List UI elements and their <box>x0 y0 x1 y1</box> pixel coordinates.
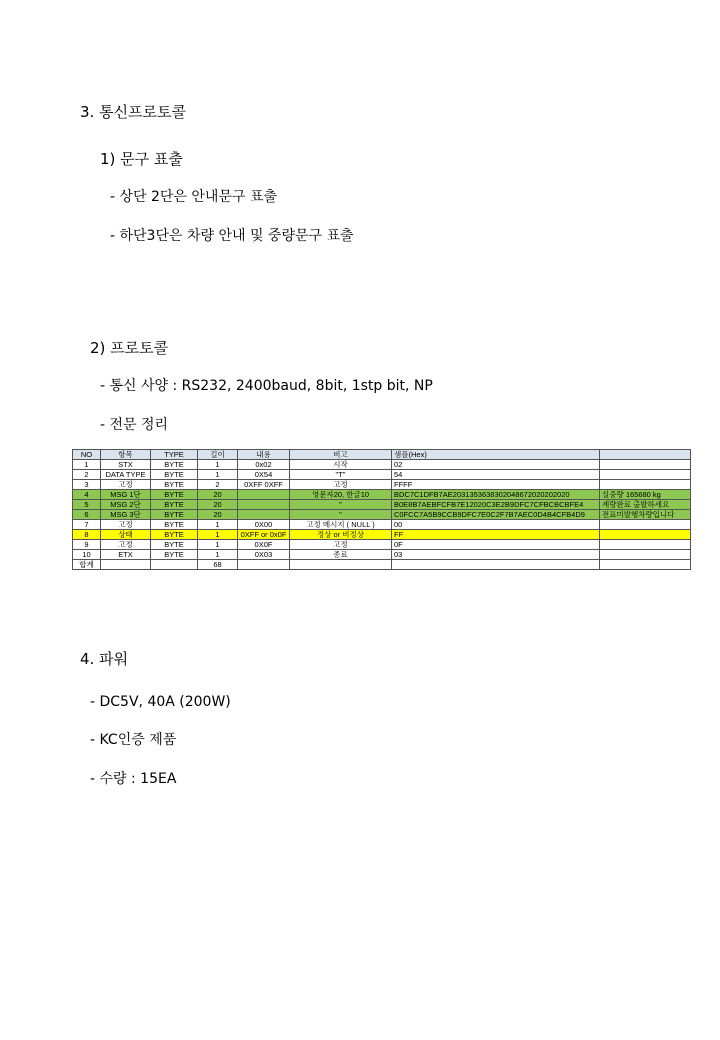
table-cell: BYTE <box>151 520 198 530</box>
table-cell: FFFF <box>392 480 600 490</box>
table-cell: 정상 or 비정상 <box>290 530 392 540</box>
table-cell: TYPE <box>151 450 198 460</box>
table-cell: 0X54 <box>238 470 290 480</box>
table-cell: 68 <box>198 560 238 570</box>
table-cell: 0X03 <box>238 550 290 560</box>
table-cell <box>238 490 290 500</box>
table-cell: 0X00 <box>238 520 290 530</box>
table-cell: 20 <box>198 490 238 500</box>
sub2-title: 2) 프로토콜 <box>90 339 169 357</box>
table-cell: 샘플(Hex) <box>392 450 600 460</box>
table-cell <box>600 530 691 540</box>
table-cell: 10 <box>73 550 101 560</box>
table-cell <box>600 480 691 490</box>
table-row <box>73 540 691 550</box>
table-cell: 종료 <box>290 550 392 560</box>
table-cell: 00 <box>392 520 600 530</box>
power-item-3: - 수량 : 15EA <box>90 771 177 787</box>
table-cell: STX <box>101 460 151 470</box>
table-cell <box>238 560 290 570</box>
sub2-item-1: - 통신 사양 : RS232, 2400baud, 8bit, 1stp bit, NP <box>100 378 433 394</box>
table-cell: BYTE <box>151 500 198 510</box>
table-cell: 1 <box>198 470 238 480</box>
table-cell <box>392 560 600 570</box>
table-cell: 고정 <box>101 480 151 490</box>
table-cell <box>290 560 392 570</box>
table-cell <box>600 550 691 560</box>
table-cell: 고정 <box>101 540 151 550</box>
table-cell: MSG 3단 <box>101 510 151 520</box>
table-cell: 9 <box>73 540 101 550</box>
table-cell: 2 <box>73 470 101 480</box>
table-row <box>73 530 691 540</box>
table-cell: 고정 <box>290 540 392 550</box>
table-cell: BYTE <box>151 460 198 470</box>
table-cell: " <box>290 500 392 510</box>
table-cell <box>600 470 691 480</box>
table-cell: 4 <box>73 490 101 500</box>
table-cell: 고정 메시지 ( NULL ) <box>290 520 392 530</box>
table-row <box>73 560 691 570</box>
table-row <box>73 460 691 470</box>
table-row <box>73 520 691 530</box>
table-cell <box>600 450 691 460</box>
table-cell: B0E8B7AEBFCFB7E12020C3E2B9DFC7CFBCBCBFE4 <box>392 500 600 510</box>
table-cell: 2 <box>198 480 238 490</box>
table-cell: 5 <box>73 500 101 510</box>
table-cell: 03 <box>392 550 600 560</box>
table-cell: BYTE <box>151 470 198 480</box>
table-cell: 02 <box>392 460 600 470</box>
table-cell: BYTE <box>151 480 198 490</box>
table-cell: 항목 <box>101 450 151 460</box>
table-cell: 고정 <box>101 520 151 530</box>
table-cell: 7 <box>73 520 101 530</box>
table-cell: 0x02 <box>238 460 290 470</box>
table-cell: ETX <box>101 550 151 560</box>
table-cell: 계량완료 출발하세요 <box>600 500 691 510</box>
table-row <box>73 550 691 560</box>
table-cell: 20 <box>198 510 238 520</box>
sub1-item-2: - 하단3단은 차량 안내 및 중량문구 표출 <box>110 228 354 244</box>
table-cell: BDC7C1DFB7AE2031353638302048672020202020 <box>392 490 600 500</box>
table-cell: 고정 <box>290 480 392 490</box>
table-cell: 1 <box>198 460 238 470</box>
table-cell: BYTE <box>151 530 198 540</box>
table-cell: NO <box>73 450 101 460</box>
table-cell: FF <box>392 530 600 540</box>
table-cell: 길이 <box>198 450 238 460</box>
table-cell <box>151 560 198 570</box>
sub1-item-1: - 상단 2단은 안내문구 표출 <box>110 189 277 205</box>
table-cell: 1 <box>73 460 101 470</box>
table-cell: 0XFF 0XFF <box>238 480 290 490</box>
table-cell: "T" <box>290 470 392 480</box>
table-cell: 0XFF or 0x0F <box>238 530 290 540</box>
table-row <box>73 470 691 480</box>
table-cell <box>600 540 691 550</box>
section4-title: 4. 파워 <box>80 650 129 668</box>
power-item-2: - KC인증 제품 <box>90 732 177 748</box>
table-cell: 1 <box>198 550 238 560</box>
table-row <box>73 510 691 520</box>
table-cell: 영문자20, 한글10 <box>290 490 392 500</box>
table-cell: 0X0F <box>238 540 290 550</box>
table-cell: BYTE <box>151 550 198 560</box>
table-cell: 1 <box>198 520 238 530</box>
table-cell: 3 <box>73 480 101 490</box>
table-cell: 8 <box>73 530 101 540</box>
table-cell: 6 <box>73 510 101 520</box>
table-cell: 1 <box>198 530 238 540</box>
table-cell: BYTE <box>151 510 198 520</box>
table-cell: 합계 <box>73 560 101 570</box>
table-cell <box>600 560 691 570</box>
protocol-table <box>72 449 691 570</box>
table-cell: 1 <box>198 540 238 550</box>
table-cell: C0FCC7A5B9CCB9DFC7E0C2F7B7AEC0D4B4CFB4D9 <box>392 510 600 520</box>
table-cell <box>600 460 691 470</box>
table-cell: 상태 <box>101 530 151 540</box>
table-cell <box>600 520 691 530</box>
table-cell: 54 <box>392 470 600 480</box>
table-cell: MSG 2단 <box>101 500 151 510</box>
table-cell: 시작 <box>290 460 392 470</box>
table-cell <box>238 500 290 510</box>
table-row <box>73 480 691 490</box>
table-cell: 20 <box>198 500 238 510</box>
table-cell: 내용 <box>238 450 290 460</box>
table-cell: " <box>290 510 392 520</box>
table-header-row <box>73 450 691 460</box>
table-cell: 전표미발행차량입니다 <box>600 510 691 520</box>
table-cell: 0F <box>392 540 600 550</box>
power-item-1: - DC5V, 40A (200W) <box>90 694 231 710</box>
table-cell: BYTE <box>151 490 198 500</box>
table-cell <box>238 510 290 520</box>
table-cell: DATA TYPE <box>101 470 151 480</box>
table-row <box>73 500 691 510</box>
section3-title: 3. 통신프로토콜 <box>80 103 187 121</box>
sub1-title: 1) 문구 표출 <box>100 150 183 168</box>
sub2-item-2: - 전문 정리 <box>100 417 169 433</box>
table-cell: BYTE <box>151 540 198 550</box>
table-cell: 실중량 165680 kg <box>600 490 691 500</box>
table-cell: 비고 <box>290 450 392 460</box>
table-cell: MSG 1단 <box>101 490 151 500</box>
table-cell <box>101 560 151 570</box>
table-row <box>73 490 691 500</box>
